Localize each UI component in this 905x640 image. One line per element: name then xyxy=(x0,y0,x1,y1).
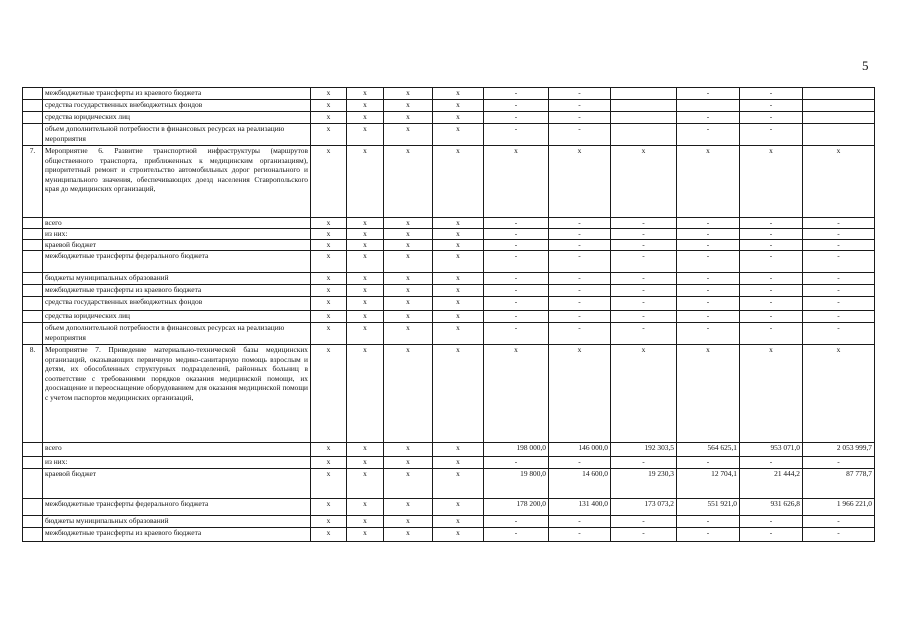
table-cell: - xyxy=(803,229,875,240)
table-cell: x xyxy=(347,251,384,273)
table-cell: x xyxy=(347,297,384,311)
table-cell: x xyxy=(433,100,484,112)
table-cell: x xyxy=(311,528,347,542)
table-cell: - xyxy=(803,311,875,323)
table-cell: x xyxy=(677,345,740,443)
row-number xyxy=(23,443,43,457)
table-cell: - xyxy=(484,229,549,240)
table-cell: x xyxy=(433,443,484,457)
row-label: средства государственных внебюджетных фондов xyxy=(43,297,311,311)
table-cell: - xyxy=(484,311,549,323)
table-cell: - xyxy=(677,112,740,124)
row-number xyxy=(23,229,43,240)
table-cell xyxy=(803,124,875,146)
table-cell: x xyxy=(433,457,484,469)
table-row xyxy=(23,528,875,542)
table-cell: x xyxy=(384,457,433,469)
table-cell: - xyxy=(803,240,875,251)
table-cell: x xyxy=(433,251,484,273)
table-cell: 14 600,0 xyxy=(549,469,611,499)
row-label: межбюджетные трансферты из краевого бюджета xyxy=(43,285,311,297)
table-row xyxy=(23,469,875,499)
table-cell: - xyxy=(677,323,740,345)
table-row xyxy=(23,273,875,285)
table-cell: - xyxy=(677,88,740,100)
table-cell: x xyxy=(433,323,484,345)
row-label: бюджеты муниципальных образований xyxy=(43,273,311,285)
table-cell: x xyxy=(311,218,347,229)
table-cell: - xyxy=(484,124,549,146)
table-cell: x xyxy=(311,88,347,100)
table-cell: - xyxy=(740,273,803,285)
table-row xyxy=(23,112,875,124)
table-cell: - xyxy=(677,297,740,311)
table-cell: - xyxy=(484,528,549,542)
table-cell: x xyxy=(740,146,803,218)
table-cell: - xyxy=(484,273,549,285)
table-cell: x xyxy=(433,285,484,297)
table-cell: - xyxy=(611,251,677,273)
table-cell: - xyxy=(484,251,549,273)
table-cell: x xyxy=(311,146,347,218)
row-number xyxy=(23,285,43,297)
row-label: бюджеты муниципальных образований xyxy=(43,516,311,528)
table-cell: x xyxy=(311,345,347,443)
row-label: средства юридических лиц xyxy=(43,311,311,323)
table-cell: x xyxy=(347,516,384,528)
table-cell: x xyxy=(484,146,549,218)
table-cell: x xyxy=(311,229,347,240)
table-cell: 564 625,1 xyxy=(677,443,740,457)
table-cell: - xyxy=(484,112,549,124)
table-cell: 131 400,0 xyxy=(549,499,611,516)
row-label: средства государственных внебюджетных фондов xyxy=(43,100,311,112)
table-cell: - xyxy=(549,229,611,240)
table-cell: x xyxy=(347,528,384,542)
table-cell: - xyxy=(549,273,611,285)
table-cell: - xyxy=(549,311,611,323)
table-cell: - xyxy=(549,528,611,542)
table-cell xyxy=(803,112,875,124)
row-number xyxy=(23,251,43,273)
table-cell xyxy=(611,124,677,146)
row-label: всего xyxy=(43,218,311,229)
table-cell: x xyxy=(740,345,803,443)
table-cell: - xyxy=(484,285,549,297)
table-cell: x xyxy=(384,251,433,273)
table-row xyxy=(23,323,875,345)
table-cell: x xyxy=(347,112,384,124)
table-cell: - xyxy=(677,229,740,240)
table-cell: - xyxy=(611,218,677,229)
table-cell: x xyxy=(347,124,384,146)
row-number xyxy=(23,273,43,285)
table-cell: x xyxy=(384,240,433,251)
table-cell: x xyxy=(433,311,484,323)
table-cell: - xyxy=(611,516,677,528)
table-cell: - xyxy=(611,273,677,285)
table-cell: x xyxy=(311,443,347,457)
table-cell: 178 200,0 xyxy=(484,499,549,516)
table-row xyxy=(23,499,875,516)
table-cell: - xyxy=(677,273,740,285)
table-cell: 551 921,0 xyxy=(677,499,740,516)
table-cell: x xyxy=(311,251,347,273)
table-cell: x xyxy=(311,311,347,323)
row-label: межбюджетные трансферты из краевого бюджета xyxy=(43,88,311,100)
table-cell: x xyxy=(347,457,384,469)
table-cell: x xyxy=(384,100,433,112)
table-row xyxy=(23,229,875,240)
table-cell: x xyxy=(311,323,347,345)
table-cell: - xyxy=(549,457,611,469)
table-cell: - xyxy=(803,251,875,273)
row-label: межбюджетные трансферты федерального бюджета xyxy=(43,251,311,273)
table-row xyxy=(23,100,875,112)
table-cell: x xyxy=(311,297,347,311)
table-cell: - xyxy=(484,240,549,251)
table-row xyxy=(23,516,875,528)
row-label: из них: xyxy=(43,457,311,469)
table-cell: - xyxy=(677,528,740,542)
table-cell: x xyxy=(677,146,740,218)
table-cell: x xyxy=(347,469,384,499)
table-cell: x xyxy=(347,240,384,251)
table-cell: x xyxy=(611,345,677,443)
table-cell: 19 800,0 xyxy=(484,469,549,499)
table-cell: - xyxy=(549,285,611,297)
table-cell: - xyxy=(549,297,611,311)
table-cell: - xyxy=(549,240,611,251)
table-cell: - xyxy=(484,297,549,311)
table-cell: - xyxy=(740,124,803,146)
row-number xyxy=(23,311,43,323)
row-number xyxy=(23,469,43,499)
table-cell: - xyxy=(611,311,677,323)
table-row xyxy=(23,443,875,457)
table-cell: x xyxy=(433,146,484,218)
table-cell: 173 073,2 xyxy=(611,499,677,516)
table-row xyxy=(23,240,875,251)
table-cell: x xyxy=(384,88,433,100)
table-cell xyxy=(677,100,740,112)
table-cell: - xyxy=(549,218,611,229)
table-cell: 198 000,0 xyxy=(484,443,549,457)
table-cell: - xyxy=(484,457,549,469)
row-label: объем дополнительной потребности в финансовых ресурсах на реализацию мероприятия xyxy=(43,124,311,146)
table-cell: 953 071,0 xyxy=(740,443,803,457)
row-number xyxy=(23,218,43,229)
table-cell: x xyxy=(384,297,433,311)
row-number xyxy=(23,88,43,100)
table-cell: x xyxy=(433,528,484,542)
table-cell: x xyxy=(433,516,484,528)
table-cell: x xyxy=(384,112,433,124)
table-cell: - xyxy=(484,218,549,229)
table-cell: x xyxy=(311,499,347,516)
table-cell: x xyxy=(433,469,484,499)
table-cell: 87 778,7 xyxy=(803,469,875,499)
table-cell: - xyxy=(740,240,803,251)
table-cell: x xyxy=(347,345,384,443)
table-cell: - xyxy=(803,323,875,345)
table-cell: - xyxy=(611,285,677,297)
table-cell: x xyxy=(611,146,677,218)
row-number xyxy=(23,499,43,516)
table-cell: x xyxy=(311,469,347,499)
table-cell xyxy=(611,112,677,124)
table-cell: - xyxy=(484,323,549,345)
table-cell: - xyxy=(677,240,740,251)
row-number xyxy=(23,112,43,124)
table-row xyxy=(23,345,875,443)
row-number: 7. xyxy=(23,146,43,218)
table-cell: - xyxy=(740,112,803,124)
table-cell: x xyxy=(384,229,433,240)
row-number xyxy=(23,323,43,345)
row-label: средства юридических лиц xyxy=(43,112,311,124)
table-cell: x xyxy=(433,229,484,240)
row-label: межбюджетные трансферты из краевого бюджета xyxy=(43,528,311,542)
table-cell: x xyxy=(347,285,384,297)
table-cell: - xyxy=(549,251,611,273)
table-cell: - xyxy=(677,124,740,146)
table-row xyxy=(23,88,875,100)
table-cell: - xyxy=(803,285,875,297)
table-cell: - xyxy=(549,124,611,146)
table-cell: x xyxy=(347,218,384,229)
table-cell: x xyxy=(803,345,875,443)
table-cell: x xyxy=(347,323,384,345)
table-cell: x xyxy=(433,345,484,443)
table-cell: - xyxy=(740,528,803,542)
table-cell: - xyxy=(611,240,677,251)
table-cell: x xyxy=(433,88,484,100)
table-cell: x xyxy=(311,240,347,251)
table-cell: - xyxy=(740,323,803,345)
table-cell: x xyxy=(311,112,347,124)
table-cell: - xyxy=(611,297,677,311)
table-cell: x xyxy=(347,229,384,240)
row-label: Мероприятие 7. Приведение материально-технической базы медицинских организаций, оказывающих первичную медико-санитарную помощь взрослым и детям, их обособленных структурных подразделений, районных больниц в соответствие с требованиями порядков оказания медицинской помощи, их дооснащение и переоснащение оборудованием для оказания медицинской помощи с учетом паспортов медицинских организаций, xyxy=(43,345,311,443)
table-cell xyxy=(611,100,677,112)
table-cell: x xyxy=(384,345,433,443)
table-cell: - xyxy=(740,229,803,240)
table-cell: - xyxy=(803,297,875,311)
table-cell: - xyxy=(611,229,677,240)
table-cell: x xyxy=(433,273,484,285)
table-row xyxy=(23,285,875,297)
table-cell: - xyxy=(549,100,611,112)
table-cell: x xyxy=(311,124,347,146)
table-cell: x xyxy=(433,112,484,124)
table-cell: - xyxy=(803,516,875,528)
table-cell: x xyxy=(311,285,347,297)
table-cell: 931 626,8 xyxy=(740,499,803,516)
table-cell: x xyxy=(384,469,433,499)
table-cell: x xyxy=(347,88,384,100)
table-row xyxy=(23,251,875,273)
table-cell: x xyxy=(347,311,384,323)
table-cell: x xyxy=(384,311,433,323)
row-label: Мероприятие 6. Развитие транспортной инфраструктуры (маршрутов общественного транспорта, приближенных к медицинским организациям), приоритетный ремонт и строительство автомобильных дорог регионального и муниципального значения, обеспечивающих доезд населения Ставропольского края до медицинских организаций, xyxy=(43,146,311,218)
table-cell xyxy=(803,100,875,112)
table-cell: x xyxy=(384,124,433,146)
table-cell: x xyxy=(347,146,384,218)
table-cell: x xyxy=(433,124,484,146)
table-cell: - xyxy=(740,297,803,311)
table-row xyxy=(23,297,875,311)
table-cell: x xyxy=(311,273,347,285)
table-cell xyxy=(803,88,875,100)
table-cell: x xyxy=(433,240,484,251)
table-cell: 2 053 999,7 xyxy=(803,443,875,457)
table-cell: x xyxy=(384,273,433,285)
table-cell: - xyxy=(740,218,803,229)
table-row xyxy=(23,457,875,469)
table-cell: x xyxy=(384,516,433,528)
row-number xyxy=(23,240,43,251)
table-cell: - xyxy=(549,88,611,100)
table-cell: x xyxy=(347,499,384,516)
row-label: краевой бюджет xyxy=(43,469,311,499)
table-cell: x xyxy=(433,297,484,311)
table-cell: - xyxy=(484,100,549,112)
table-cell: x xyxy=(803,146,875,218)
table-cell: x xyxy=(433,218,484,229)
table-cell: - xyxy=(484,88,549,100)
row-label: краевой бюджет xyxy=(43,240,311,251)
table-cell: x xyxy=(311,457,347,469)
table-cell: - xyxy=(740,100,803,112)
table-cell: - xyxy=(549,516,611,528)
table-cell: - xyxy=(549,112,611,124)
table-cell: - xyxy=(803,218,875,229)
row-label: всего xyxy=(43,443,311,457)
table-cell: x xyxy=(484,345,549,443)
row-number xyxy=(23,124,43,146)
table-cell: x xyxy=(347,443,384,457)
table-cell: 192 303,5 xyxy=(611,443,677,457)
table-cell: - xyxy=(677,251,740,273)
row-number: 8. xyxy=(23,345,43,443)
table-cell: x xyxy=(384,218,433,229)
table-cell: - xyxy=(740,88,803,100)
row-number xyxy=(23,528,43,542)
table-cell: - xyxy=(803,528,875,542)
table-cell: x xyxy=(347,100,384,112)
table-cell: - xyxy=(677,311,740,323)
table-row xyxy=(23,124,875,146)
table-row xyxy=(23,311,875,323)
table-cell: - xyxy=(484,516,549,528)
table-cell: x xyxy=(384,285,433,297)
table-cell: - xyxy=(677,457,740,469)
table-row xyxy=(23,146,875,218)
row-number xyxy=(23,457,43,469)
table-cell: - xyxy=(803,457,875,469)
row-label: межбюджетные трансферты федерального бюджета xyxy=(43,499,311,516)
table-cell: - xyxy=(611,323,677,345)
page-number: 5 xyxy=(862,58,869,73)
table-cell xyxy=(611,88,677,100)
table-cell: x xyxy=(384,528,433,542)
table-cell: x xyxy=(311,516,347,528)
table-cell: - xyxy=(677,218,740,229)
row-label: из них: xyxy=(43,229,311,240)
table-cell: - xyxy=(677,516,740,528)
table-cell: 21 444,2 xyxy=(740,469,803,499)
table-cell: 1 966 221,0 xyxy=(803,499,875,516)
table-cell: - xyxy=(740,311,803,323)
table-cell: - xyxy=(611,528,677,542)
table-cell: x xyxy=(549,146,611,218)
table-cell: 146 000,0 xyxy=(549,443,611,457)
table-cell: - xyxy=(677,285,740,297)
table-cell: x xyxy=(549,345,611,443)
table-cell: x xyxy=(433,499,484,516)
table-cell: x xyxy=(384,499,433,516)
table-cell: 19 230,3 xyxy=(611,469,677,499)
table-row xyxy=(23,218,875,229)
row-label: объем дополнительной потребности в финансовых ресурсах на реализацию мероприятия xyxy=(43,323,311,345)
table-cell: x xyxy=(384,443,433,457)
table-cell: - xyxy=(803,273,875,285)
table-cell: - xyxy=(740,285,803,297)
budget-table xyxy=(22,87,875,542)
table-cell: x xyxy=(384,146,433,218)
table-cell: - xyxy=(611,457,677,469)
table-cell: - xyxy=(740,251,803,273)
table-cell: - xyxy=(740,516,803,528)
table-cell: x xyxy=(384,323,433,345)
table-body xyxy=(23,88,875,542)
table-cell: - xyxy=(549,323,611,345)
table-cell: x xyxy=(347,273,384,285)
row-number xyxy=(23,100,43,112)
row-number xyxy=(23,516,43,528)
table-cell: 12 704,1 xyxy=(677,469,740,499)
table-cell: x xyxy=(311,100,347,112)
table-cell: - xyxy=(740,457,803,469)
row-number xyxy=(23,297,43,311)
